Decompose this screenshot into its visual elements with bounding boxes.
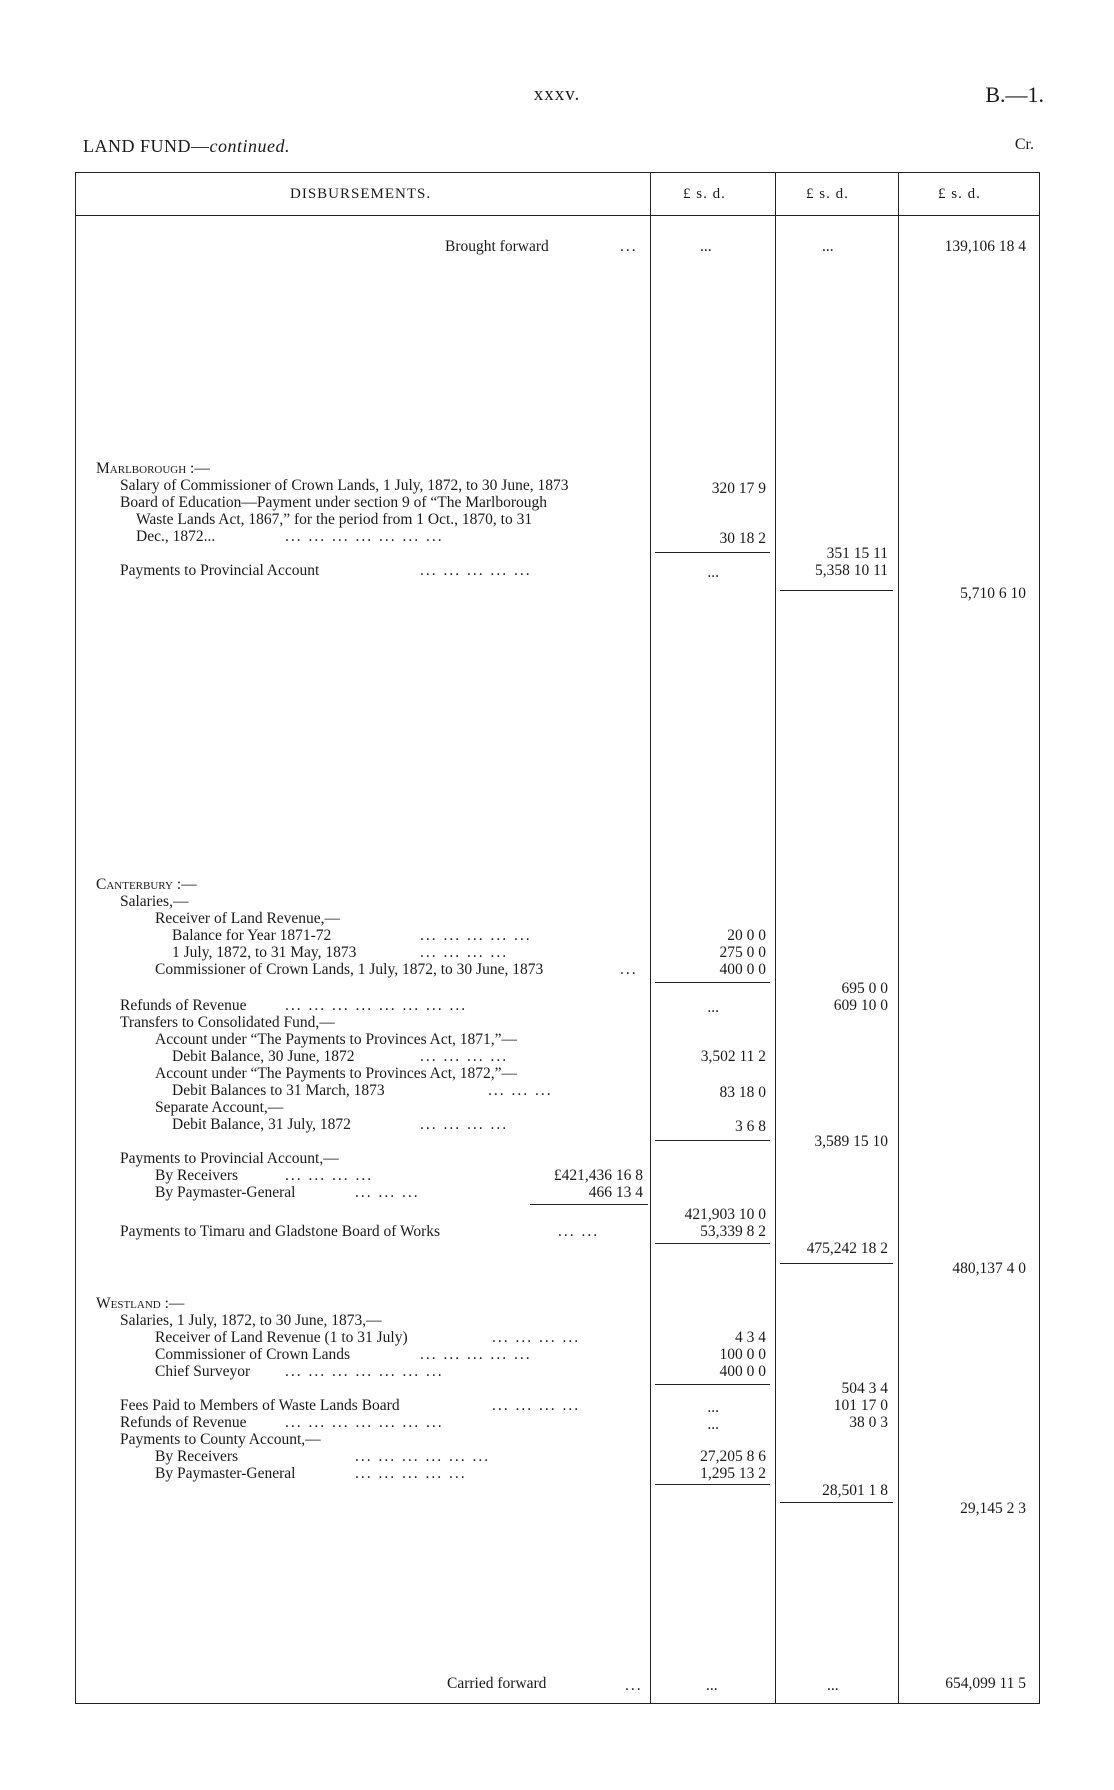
table-row: Separate Account,— xyxy=(155,1099,284,1116)
table-cell: 4 3 4 xyxy=(735,1329,766,1346)
table-cell: 101 17 0 xyxy=(833,1397,888,1414)
table-cell: 275 0 0 xyxy=(719,944,766,961)
document-code: B.—1. xyxy=(985,82,1044,107)
table-cell: 1,295 13 2 xyxy=(700,1465,766,1482)
left-border xyxy=(75,172,76,1703)
westland-heading: Westland :— xyxy=(96,1295,185,1312)
carried-forward-label: Carried forward xyxy=(447,1675,547,1692)
brought-forward-label: Brought forward xyxy=(445,238,549,255)
leader-dots: ... ... ... xyxy=(488,1082,553,1099)
table-cell: 695 0 0 xyxy=(841,980,888,997)
carried-forward-col1: ... xyxy=(706,1677,718,1694)
table-cell: 83 18 0 xyxy=(719,1084,766,1101)
brought-forward-col1: ... xyxy=(700,238,712,255)
top-rule xyxy=(75,172,1040,173)
carried-forward-col3: 654,099 11 5 xyxy=(945,1675,1026,1692)
column-divider-2 xyxy=(775,172,776,1703)
column-divider-3 xyxy=(898,172,899,1703)
leader-dots: ... xyxy=(620,961,638,978)
table-row: Waste Lands Act, 1867,” for the period from 1 Oct., 1870, to 31 xyxy=(136,511,533,528)
sum-rule xyxy=(655,1243,770,1244)
leader-dots: ... ... xyxy=(558,1223,600,1240)
leader-dots: ... ... ... ... xyxy=(492,1397,581,1414)
sum-rule xyxy=(655,1140,770,1141)
table-cell: 466 13 4 xyxy=(588,1184,643,1201)
table-cell: ... xyxy=(707,564,719,581)
table-row: Debit Balance, 30 June, 1872 xyxy=(172,1048,355,1065)
table-row: Balance for Year 1871-72 xyxy=(172,927,332,944)
table-cell: 400 0 0 xyxy=(719,1363,766,1380)
marlborough-heading: Marlborough :— xyxy=(96,460,210,477)
table-cell: 421,903 10 0 xyxy=(684,1206,766,1223)
table-cell: ... xyxy=(707,1416,719,1433)
table-row: Debit Balances to 31 March, 1873 xyxy=(172,1082,385,1099)
table-cell: 475,242 18 2 xyxy=(806,1240,888,1257)
leader-dots: ... ... ... ... ... ... xyxy=(355,1448,491,1465)
sum-rule xyxy=(780,590,893,591)
page-number: xxxv. xyxy=(533,84,581,105)
table-cell: 3 6 8 xyxy=(735,1118,766,1135)
table-row: By Paymaster-General xyxy=(155,1465,296,1482)
table-row: Dec., 1872... xyxy=(136,528,216,545)
header-rule xyxy=(75,215,1040,216)
table-cell: 3,502 11 2 xyxy=(700,1048,766,1065)
table-row: Chief Surveyor xyxy=(155,1363,251,1380)
table-row: Refunds of Revenue xyxy=(120,1414,247,1431)
leader-dots: ... ... ... ... ... ... ... xyxy=(285,528,444,545)
col3-header: £ s. d. xyxy=(938,186,981,202)
leader-dots: ... ... ... ... xyxy=(285,1167,374,1184)
leader-dots: ... ... ... ... ... ... ... xyxy=(285,1414,444,1431)
table-row: By Receivers xyxy=(155,1167,239,1184)
sum-rule xyxy=(780,1263,893,1264)
table-row: Account under “The Payments to Provinces Act, 1871,”— xyxy=(155,1031,518,1048)
carried-forward-col2: ... xyxy=(827,1677,839,1694)
column-divider-1 xyxy=(650,172,651,1703)
westland-total: 29,145 2 3 xyxy=(960,1500,1026,1517)
col2-header: £ s. d. xyxy=(806,186,849,202)
leader-dots: ... ... ... ... xyxy=(420,1048,509,1065)
right-border xyxy=(1039,172,1040,1703)
leader-dots: ... ... ... ... ... xyxy=(420,1346,532,1363)
table-row: Debit Balance, 31 July, 1872 xyxy=(172,1116,351,1133)
table-cell: ... xyxy=(707,999,719,1016)
table-row: By Paymaster-General xyxy=(155,1184,296,1201)
brought-forward-col3: 139,106 18 4 xyxy=(944,238,1026,255)
carried-forward-dots: ... xyxy=(625,1677,643,1694)
table-cell: 400 0 0 xyxy=(719,961,766,978)
table-row: Refunds of Revenue xyxy=(120,997,247,1014)
table-row: Transfers to Consolidated Fund,— xyxy=(120,1014,335,1031)
table-row: Salary of Commissioner of Crown Lands, 1 July, 1872, to 30 June, 1873 xyxy=(120,477,569,494)
leader-dots: ... ... ... ... xyxy=(420,944,509,961)
table-cell: 38 0 3 xyxy=(849,1414,888,1431)
sum-rule xyxy=(655,1484,770,1485)
table-row: By Receivers xyxy=(155,1448,239,1465)
table-cell: 53,339 8 2 xyxy=(700,1223,766,1240)
page-title: LAND FUND—continued. xyxy=(83,136,290,156)
table-cell: 504 3 4 xyxy=(841,1380,888,1397)
leader-dots: ... ... ... ... ... xyxy=(420,562,532,579)
table-cell: 609 10 0 xyxy=(833,997,888,1014)
table-row: Commissioner of Crown Lands, 1 July, 1872, to 30 June, 1873 xyxy=(155,961,544,978)
table-row: Board of Education—Payment under section 9 of “The Marlborough xyxy=(120,494,547,511)
brought-forward-dots: ... xyxy=(620,238,638,255)
table-row: 1 July, 1872, to 31 May, 1873 xyxy=(172,944,357,961)
leader-dots: ... ... ... ... ... xyxy=(355,1465,467,1482)
sum-rule xyxy=(780,1502,893,1503)
table-cell: 5,358 10 11 xyxy=(814,562,888,579)
canterbury-heading: Canterbury :— xyxy=(96,876,197,893)
table-cell: 351 15 11 xyxy=(826,545,888,562)
table-row: Commissioner of Crown Lands xyxy=(155,1346,351,1363)
table-row: Account under “The Payments to Provinces Act, 1872,”— xyxy=(155,1065,518,1082)
sum-rule xyxy=(655,552,770,553)
canterbury-total: 480,137 4 0 xyxy=(952,1260,1026,1277)
leader-dots: ... ... ... ... ... ... ... xyxy=(285,1363,444,1380)
table-cell: 20 0 0 xyxy=(727,927,766,944)
table-row: Salaries, 1 July, 1872, to 30 June, 1873,— xyxy=(120,1312,382,1329)
table-row: Payments to Provincial Account xyxy=(120,562,320,579)
disbursements-header: DISBURSEMENTS. xyxy=(290,186,432,202)
marlborough-total: 5,710 6 10 xyxy=(960,585,1026,602)
table-row: Payments to County Account,— xyxy=(120,1431,321,1448)
table-row: Receiver of Land Revenue,— xyxy=(155,910,341,927)
table-cell: 30 18 2 xyxy=(719,530,766,547)
table-row: Receiver of Land Revenue (1 to 31 July) xyxy=(155,1329,408,1346)
table-cell: 3,589 15 10 xyxy=(814,1133,888,1150)
table-row: Fees Paid to Members of Waste Lands Board xyxy=(120,1397,400,1414)
table-cell: 320 17 9 xyxy=(711,480,766,497)
leader-dots: ... ... ... ... ... ... ... ... xyxy=(285,997,468,1014)
table-cell: 100 0 0 xyxy=(719,1346,766,1363)
col1-header: £ s. d. xyxy=(683,186,726,202)
sum-rule xyxy=(655,1384,770,1385)
brought-forward-col2: ... xyxy=(822,238,834,255)
leader-dots: ... ... ... ... xyxy=(492,1329,581,1346)
table-row: Payments to Timaru and Gladstone Board of Works xyxy=(120,1223,441,1240)
leader-dots: ... ... ... ... ... xyxy=(420,927,532,944)
leader-dots: ... ... ... ... xyxy=(420,1116,509,1133)
table-cell: ... xyxy=(707,1399,719,1416)
table-cell: 28,501 1 8 xyxy=(822,1482,888,1499)
table-cell: 27,205 8 6 xyxy=(700,1448,766,1465)
table-row: Salaries,— xyxy=(120,893,189,910)
table-row: Payments to Provincial Account,— xyxy=(120,1150,339,1167)
sum-rule xyxy=(530,1204,648,1205)
table-cell: £421,436 16 8 xyxy=(553,1167,643,1184)
credit-label: Cr. xyxy=(1014,136,1034,153)
sum-rule xyxy=(655,982,770,983)
bottom-rule xyxy=(75,1703,1040,1704)
leader-dots: ... ... ... xyxy=(355,1184,420,1201)
